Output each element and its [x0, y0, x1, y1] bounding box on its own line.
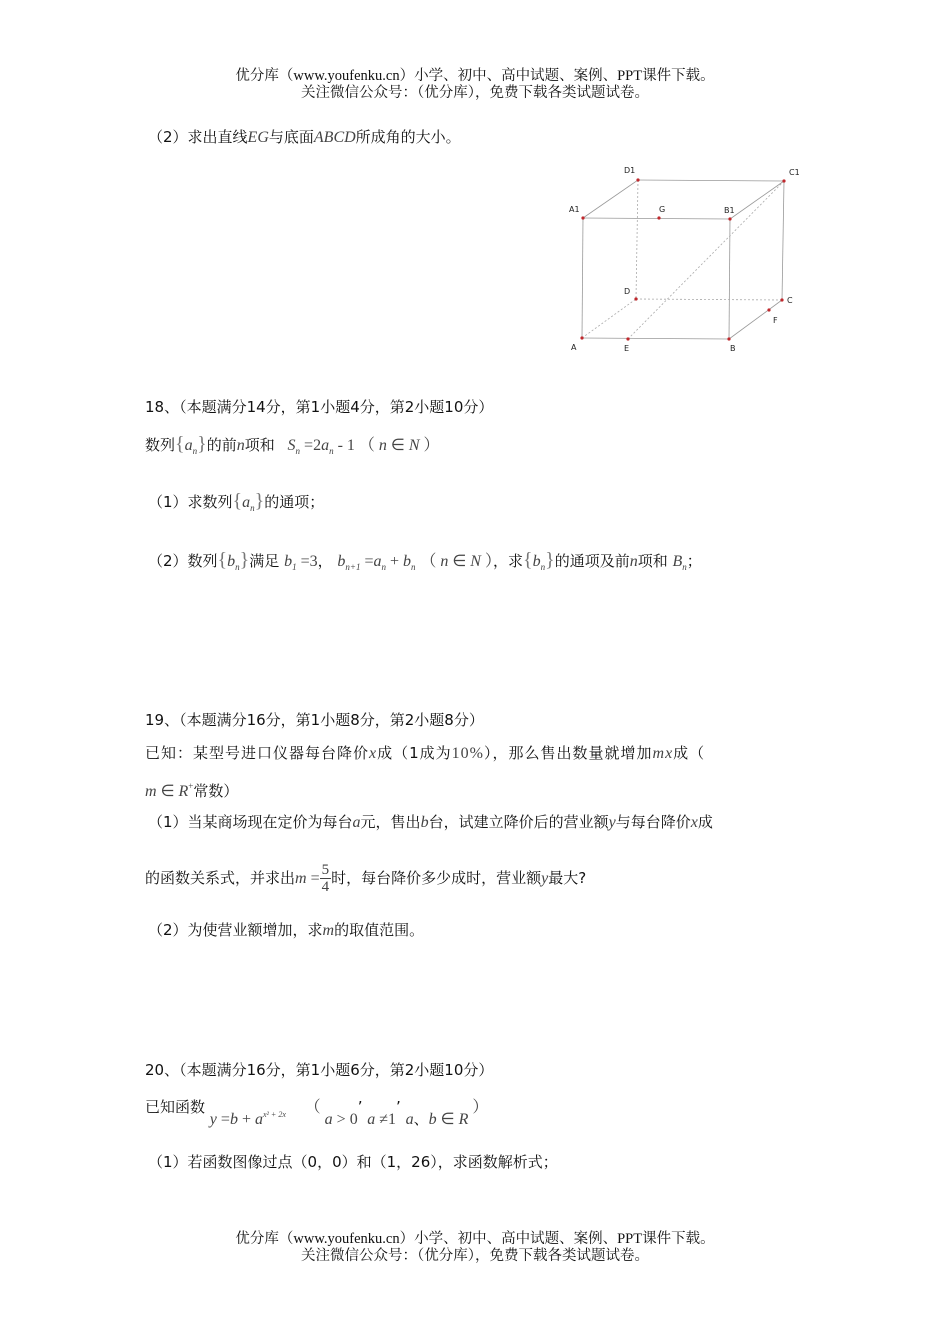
- point-f: [767, 308, 770, 311]
- q20-stem: 已知函数 $y =b + a^{x^2 + 2x}$ （ a > 0’ a ≠1’ a、b ∈ R ）: [145, 1098, 489, 1128]
- page-footer: [0, 1231, 950, 1265]
- label-c1: C1: [789, 168, 800, 177]
- header-line-2: 关注微信公众号：（优分库），免费下载各类试题试卷。: [301, 85, 649, 101]
- vertex-c1: [782, 179, 785, 182]
- label-d1: D1: [624, 166, 636, 175]
- q18-part2: （2）数列$\{b_n\}$满足 $b_1 =3$， $b_{n+1} =a_n + b_n$ （ n ∈ N ），求$\{b_n\}$的通项及前n项和 $B_n$；: [148, 549, 702, 572]
- page-header: [0, 68, 950, 102]
- vertex-a: [580, 336, 583, 339]
- q19-part1: （1）当某商场现在定价为每台a元，售出b台，试建立降价后的营业额y与每台降价x成: [148, 813, 713, 831]
- vertex-d1: [636, 178, 639, 181]
- label-f: F: [773, 316, 778, 325]
- q19-stem-cont: m ∈ R+常数）: [145, 781, 239, 800]
- q20-part1: （1）若函数图像过点（0，0）和（1，26），求函数解析式；: [148, 1153, 558, 1171]
- label-g: G: [659, 205, 666, 214]
- label-d: D: [624, 287, 631, 296]
- q19-stem: 已知：某型号进口仪器每台降价x成（1成为10%），那么售出数量就增加mx成（: [145, 744, 706, 762]
- q20-title: 20、（本题满分16分，第1小题6分，第2小题10分）: [145, 1061, 494, 1079]
- vertex-b: [727, 337, 730, 340]
- q19-title: 19、（本题满分16分，第1小题8分，第2小题8分）: [145, 711, 484, 729]
- vertex-c: [780, 298, 783, 301]
- label-b1: B1: [724, 206, 735, 215]
- q18-stem: 数列$\{a_n\}$的前n项和 $S_n =2a_n - 1$ （ n ∈ N ）: [145, 433, 440, 456]
- label-a: A: [571, 343, 577, 352]
- q17-part2: （2）求出直线EG与底面ABCD所成角的大小。: [148, 128, 461, 146]
- vertex-a1: [581, 216, 584, 219]
- label-b: B: [730, 344, 736, 353]
- label-a1: A1: [569, 205, 580, 214]
- label-e: E: [624, 344, 630, 353]
- footer-line-2: 关注微信公众号：（优分库），免费下载各类试题试卷。: [301, 1248, 649, 1264]
- cube-figure: [560, 160, 810, 360]
- vertex-d: [634, 297, 637, 300]
- point-g: [657, 216, 660, 219]
- q19-part2: （2）为使营业额增加，求m的取值范围。: [148, 921, 425, 939]
- vertex-b1: [728, 217, 731, 220]
- header-line-1: 优分库（www.youfenku.cn）小学、初中、高中试题、案例、PPT课件下载。: [235, 68, 715, 84]
- q19-part1-cont: 的函数关系式，并求出m = $\frac{5}{4}$ 时，每台降价多少成时，营业额y最大?: [145, 862, 587, 895]
- label-c: C: [787, 296, 793, 305]
- fraction-5-4: $\frac{5}{4}$: [321, 862, 330, 895]
- footer-line-1: 优分库（www.youfenku.cn）小学、初中、高中试题、案例、PPT课件下载。: [235, 1231, 715, 1247]
- point-e: [626, 337, 629, 340]
- q18-part1: （1）求数列$\{a_n\}$的通项；: [148, 490, 325, 513]
- q18-title: 18、（本题满分14分，第1小题4分，第2小题10分）: [145, 398, 494, 416]
